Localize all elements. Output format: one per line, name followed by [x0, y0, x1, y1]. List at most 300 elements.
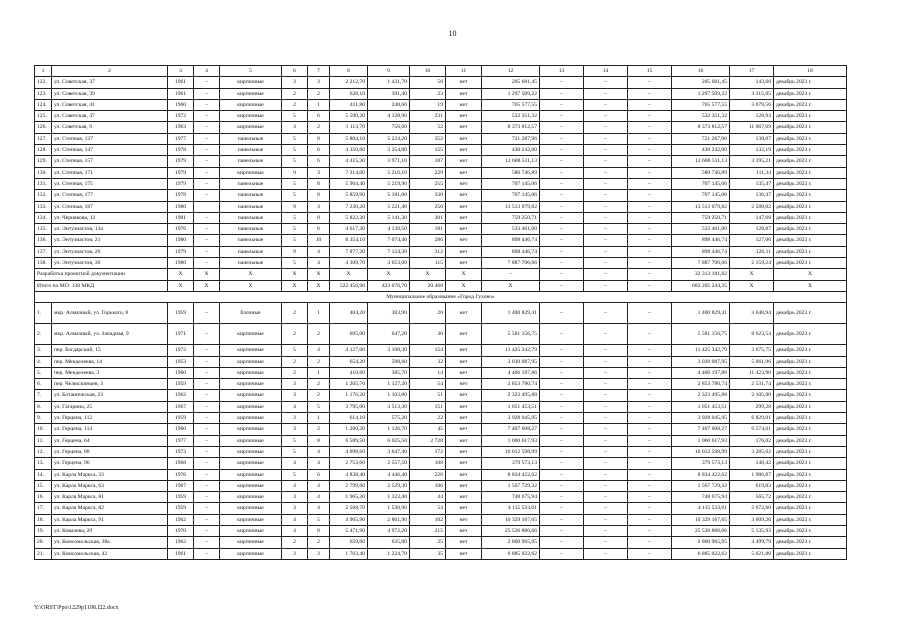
table-cell: 12 688 511,13: [482, 156, 540, 167]
table-cell: 1968: [168, 458, 194, 469]
table-cell: 330: [410, 190, 446, 201]
table-cell: 226: [410, 469, 446, 480]
table-cell: 127,00: [730, 235, 774, 246]
table-cell: 4: [308, 258, 330, 269]
table-cell: 3: [168, 66, 194, 77]
table-cell: 6: [308, 111, 330, 122]
table-row: [35, 235, 847, 246]
table-cell: нет: [446, 122, 482, 133]
table-cell: 5: [282, 212, 308, 223]
table-cell: 2 159,24: [730, 258, 774, 269]
table-cell: –: [584, 514, 628, 525]
table-cell: нет: [446, 212, 482, 223]
table-cell: кирпичные: [220, 458, 282, 469]
table-cell: 5 822,30: [330, 212, 368, 223]
table-cell: –: [584, 458, 628, 469]
table-row: [35, 246, 847, 257]
table-cell: 181: [410, 224, 446, 235]
table-cell: Муниципальное образование «Город Гухово»: [35, 291, 847, 302]
table-cell: –: [584, 280, 628, 291]
table-cell: 1 127,20: [368, 379, 410, 390]
table-cell: нет: [446, 258, 482, 269]
table-cell: 4 115 533,61: [672, 503, 730, 514]
table-row: [35, 424, 847, 435]
table-cell: 4 128,90: [368, 111, 410, 122]
table-cell: –: [540, 413, 584, 424]
table-cell: нет: [446, 435, 482, 446]
table-cell: 133.: [35, 201, 52, 212]
table-cell: –: [540, 269, 584, 280]
table-cell: X: [194, 280, 220, 291]
table-cell: 1959: [168, 379, 194, 390]
table-cell: –: [584, 178, 628, 189]
table-cell: –: [194, 401, 220, 412]
table-cell: 8 834 422,62: [672, 469, 730, 480]
table-cell: 9: [282, 246, 308, 257]
table-cell: –: [628, 178, 672, 189]
table-cell: 580 746,89: [672, 167, 730, 178]
table-cell: 383,90: [368, 303, 410, 324]
table-cell: 10 012 598,99: [672, 446, 730, 457]
table-cell: 19.: [35, 525, 52, 536]
table-cell: панельные: [220, 224, 282, 235]
table-cell: 721 287,96: [672, 133, 730, 144]
table-cell: 2: [308, 88, 330, 99]
table-cell: 125.: [35, 111, 52, 122]
table-cell: –: [584, 537, 628, 548]
table-cell: декабрь 2023 г.: [774, 133, 847, 144]
table-cell: –: [584, 111, 628, 122]
table-cell: 1 297 509,22: [672, 88, 730, 99]
table-cell: 12: [482, 66, 540, 77]
table-cell: 3: [308, 201, 330, 212]
table-cell: 4: [308, 503, 330, 514]
table-cell: 575,20: [368, 413, 410, 424]
table-cell: 3 928 045,95: [482, 413, 540, 424]
table-cell: 10 329 167,65: [672, 514, 730, 525]
table-cell: 5: [282, 224, 308, 235]
table-cell: панельные: [220, 156, 282, 167]
table-cell: кирпичные: [220, 324, 282, 345]
table-cell: 128.: [35, 145, 52, 156]
table-cell: 1 205,70: [330, 379, 368, 390]
table-cell: 2 212,70: [330, 77, 368, 88]
table-cell: нет: [446, 367, 482, 378]
table-cell: 5: [282, 235, 308, 246]
table-cell: –: [540, 424, 584, 435]
table-cell: 1 763,40: [330, 548, 368, 559]
table-cell: 299,28: [730, 401, 774, 412]
table-cell: 1: [308, 303, 330, 324]
table-cell: нет: [446, 235, 482, 246]
table-cell: –: [584, 390, 628, 401]
table-cell: нет: [446, 413, 482, 424]
table-cell: ул. Энтузиастов, 21: [52, 235, 168, 246]
table-cell: декабрь 2023 г.: [774, 258, 847, 269]
table-cell: 1 431,70: [368, 77, 410, 88]
table-cell: –: [194, 492, 220, 503]
table-cell: 1979: [168, 167, 194, 178]
table-cell: –: [540, 379, 584, 390]
table-cell: 683 205 244,35: [672, 280, 730, 291]
table-cell: 1961: [168, 548, 194, 559]
table-cell: 2 588,02: [730, 201, 774, 212]
table-cell: 2 531,74: [730, 379, 774, 390]
table-cell: 3 030 087,95: [672, 356, 730, 367]
table-cell: кирпичные: [220, 122, 282, 133]
table-cell: 1962: [168, 537, 194, 548]
table-cell: –: [540, 537, 584, 548]
table-cell: –: [540, 525, 584, 536]
table-cell: 533 461,00: [482, 224, 540, 235]
table-cell: –: [628, 190, 672, 201]
table-cell: 654,20: [330, 356, 368, 367]
table-cell: 11 425 342,79: [482, 345, 540, 356]
table-cell: –: [194, 111, 220, 122]
table-cell: –: [540, 469, 584, 480]
table-cell: панельные: [220, 178, 282, 189]
table-cell: блочные: [220, 303, 282, 324]
table-cell: –: [540, 111, 584, 122]
table-cell: –: [628, 303, 672, 324]
table-cell: –: [628, 401, 672, 412]
table-cell: 2: [282, 303, 308, 324]
table-cell: 2: [308, 356, 330, 367]
table-cell: –: [628, 503, 672, 514]
table-cell: 707 145,06: [482, 190, 540, 201]
table-cell: 1967: [168, 480, 194, 491]
table-cell: 2: [308, 537, 330, 548]
table-cell: 129.: [35, 156, 52, 167]
table-cell: 2: [308, 390, 330, 401]
table-cell: кирпичные: [220, 525, 282, 536]
table-cell: 1959: [168, 413, 194, 424]
table-cell: 11 067,69: [730, 122, 774, 133]
table-cell: –: [194, 458, 220, 469]
table-cell: 9: [282, 201, 308, 212]
table-cell: –: [584, 145, 628, 156]
table-cell: панельные: [220, 133, 282, 144]
table-cell: 6 025,50: [368, 435, 410, 446]
table-cell: 707 145,06: [482, 178, 540, 189]
table-cell: 6: [308, 156, 330, 167]
table-cell: кирпичные: [220, 99, 282, 110]
table-cell: 1973: [168, 446, 194, 457]
table-cell: 6: [282, 66, 308, 77]
table-cell: декабрь 2023 г.: [774, 548, 847, 559]
table-cell: –: [628, 133, 672, 144]
table-cell: 250: [410, 201, 446, 212]
table-cell: 20: [410, 303, 446, 324]
table-cell: 3 047,40: [368, 446, 410, 457]
table-cell: –: [584, 525, 628, 536]
table-cell: –: [584, 269, 628, 280]
table-cell: –: [628, 224, 672, 235]
table-cell: 128,87: [730, 224, 774, 235]
table-cell: нет: [446, 503, 482, 514]
table-cell: –: [628, 235, 672, 246]
table-cell: 19: [410, 99, 446, 110]
table-row: [35, 99, 847, 110]
table-cell: ул. Советская, 41: [52, 99, 168, 110]
table-cell: 1 051 453,51: [482, 401, 540, 412]
table-cell: 20 468: [410, 280, 446, 291]
table-cell: 1.: [35, 303, 52, 324]
table-row: [35, 201, 847, 212]
table-cell: ул. Герцена, 96: [52, 458, 168, 469]
table-cell: –: [194, 224, 220, 235]
table-cell: нет: [446, 379, 482, 390]
table-cell: 1959: [168, 303, 194, 324]
table-cell: 5: [282, 258, 308, 269]
table-row: [35, 156, 847, 167]
table-cell: X: [308, 280, 330, 291]
table-cell: ул. Герцена, 112: [52, 413, 168, 424]
table-cell: –: [540, 401, 584, 412]
table-cell: 1976: [168, 224, 194, 235]
table-cell: 154: [410, 345, 446, 356]
table-cell: 3 675,75: [730, 345, 774, 356]
table-cell: 4 415,30: [330, 156, 368, 167]
table-cell: –: [194, 178, 220, 189]
table-cell: 4.: [35, 356, 52, 367]
table-cell: 4: [194, 66, 220, 77]
table-cell: –: [194, 212, 220, 223]
table-cell: 4: [308, 446, 330, 457]
table-cell: декабрь 2023 г.: [774, 458, 847, 469]
table-cell: ул. Степная, 137: [52, 133, 168, 144]
table-cell: –: [628, 99, 672, 110]
table-cell: 1 060 617,93: [672, 435, 730, 446]
table-row: [35, 133, 847, 144]
table-cell: 756,60: [368, 122, 410, 133]
table-cell: декабрь 2023 г.: [774, 99, 847, 110]
table-cell: кирпичные: [220, 345, 282, 356]
table-cell: –: [584, 77, 628, 88]
table-cell: 4: [308, 246, 330, 257]
table-cell: 5 581 156,75: [672, 324, 730, 345]
table-cell: 1 051 453,51: [672, 401, 730, 412]
table-cell: декабрь 2023 г.: [774, 492, 847, 503]
table-cell: 13 513 079,82: [672, 201, 730, 212]
table-cell: –: [584, 424, 628, 435]
table-cell: –: [194, 514, 220, 525]
table-cell: –: [584, 99, 628, 110]
table-cell: 8 373 812,57: [482, 122, 540, 133]
table-cell: 1 060 617,93: [482, 435, 540, 446]
table-cell: декабрь 2023 г.: [774, 178, 847, 189]
table-cell: 3 971,10: [368, 156, 410, 167]
table-cell: 5: [282, 345, 308, 356]
table-cell: нет: [446, 133, 482, 144]
table-cell: 898 446,74: [482, 235, 540, 246]
table-cell: –: [540, 303, 584, 324]
table-cell: 5 216,10: [368, 167, 410, 178]
table-cell: –: [194, 167, 220, 178]
table-cell: 32: [410, 356, 446, 367]
table-cell: –: [628, 413, 672, 424]
table-cell: 5: [282, 469, 308, 480]
table-cell: 1 400 829,41: [482, 303, 540, 324]
table-cell: 108: [410, 458, 446, 469]
table-cell: 619,83: [730, 480, 774, 491]
table-cell: 151: [410, 401, 446, 412]
table-cell: 3 928 045,95: [672, 413, 730, 424]
table-cell: декабрь 2023 г.: [774, 514, 847, 525]
table-cell: 5: [282, 111, 308, 122]
table-cell: ул. Степная, 171: [52, 167, 168, 178]
table-cell: декабрь 2023 г.: [774, 413, 847, 424]
table-cell: 1980: [168, 201, 194, 212]
table-cell: 2: [308, 122, 330, 133]
table-cell: 25: [410, 537, 446, 548]
table-row: [35, 77, 847, 88]
table-cell: –: [628, 480, 672, 491]
table-cell: 3 609,20: [730, 514, 774, 525]
table-cell: –: [194, 424, 220, 435]
table-cell: –: [540, 514, 584, 525]
table-cell: –: [540, 190, 584, 201]
table-cell: 1 297 509,22: [482, 88, 540, 99]
table-cell: 4: [282, 525, 308, 536]
table-cell: 7 314,00: [330, 167, 368, 178]
table-cell: –: [584, 367, 628, 378]
table-cell: –: [584, 122, 628, 133]
table-cell: –: [628, 88, 672, 99]
table-cell: 4 965,90: [330, 514, 368, 525]
table-cell: –: [540, 133, 584, 144]
table-cell: X: [730, 269, 774, 280]
table-cell: 11: [446, 66, 482, 77]
table-row: [35, 145, 847, 156]
table-row: [35, 224, 847, 235]
table-cell: декабрь 2023 г.: [774, 167, 847, 178]
table-cell: 301: [410, 212, 446, 223]
table-cell: кирпичные: [220, 77, 282, 88]
table-cell: 4 127,00: [330, 345, 368, 356]
table-cell: ул. Степная, 187: [52, 201, 168, 212]
table-cell: 215: [410, 525, 446, 536]
table-cell: нет: [446, 525, 482, 536]
table-cell: 1981: [168, 212, 194, 223]
table-cell: 1 103,80: [368, 390, 410, 401]
table-cell: 1962: [168, 514, 194, 525]
table-cell: –: [628, 145, 672, 156]
table-cell: ул. Степная, 147: [52, 145, 168, 156]
table-cell: декабрь 2023 г.: [774, 88, 847, 99]
table-cell: 1: [35, 66, 52, 77]
table-cell: 16.: [35, 492, 52, 503]
table-cell: –: [628, 458, 672, 469]
table-cell: кирпичные: [220, 480, 282, 491]
table-cell: 3 315,05: [730, 88, 774, 99]
table-cell: 2: [52, 66, 168, 77]
table-cell: ул. Степная, 177: [52, 190, 168, 201]
table-cell: 1 113,70: [330, 122, 368, 133]
table-row: [35, 390, 847, 401]
table-cell: кирпичные: [220, 503, 282, 514]
table-cell: –: [540, 480, 584, 491]
table-cell: 4 499,79: [730, 537, 774, 548]
table-cell: панельные: [220, 145, 282, 156]
table-cell: 532 351,32: [672, 111, 730, 122]
table-cell: 3 285,62: [730, 446, 774, 457]
table-cell: 2 799,60: [330, 480, 368, 491]
table-cell: 10.: [35, 424, 52, 435]
table-cell: декабрь 2023 г.: [774, 379, 847, 390]
total-row: [35, 280, 847, 291]
table-cell: кирпичные: [220, 514, 282, 525]
table-cell: –: [540, 548, 584, 559]
table-cell: –: [628, 424, 672, 435]
table-cell: 138,07: [730, 133, 774, 144]
table-cell: –: [628, 111, 672, 122]
table-cell: 2 753,60: [330, 458, 368, 469]
table-cell: –: [194, 303, 220, 324]
table-row: [35, 413, 847, 424]
table-cell: 22: [410, 413, 446, 424]
table-cell: 51: [410, 390, 446, 401]
table-cell: –: [628, 122, 672, 133]
table-cell: –: [194, 156, 220, 167]
table-cell: 5: [282, 435, 308, 446]
table-cell: 580 746,89: [482, 167, 540, 178]
table-cell: 25 536 886,66: [482, 525, 540, 536]
table-cell: –: [584, 379, 628, 390]
table-cell: –: [194, 446, 220, 457]
table-cell: 205 681,45: [482, 77, 540, 88]
table-cell: X: [482, 280, 540, 291]
table-row: [35, 480, 847, 491]
table-cell: 3: [282, 390, 308, 401]
table-row: [35, 503, 847, 514]
table-cell: –: [540, 446, 584, 457]
table-cell: 2.: [35, 324, 52, 345]
table-cell: 12 688 511,13: [672, 156, 730, 167]
table-cell: декабрь 2023 г.: [774, 401, 847, 412]
table-cell: –: [584, 413, 628, 424]
table-cell: ул. Карла Маркса, 63: [52, 480, 168, 491]
table-cell: 647,20: [368, 324, 410, 345]
table-body: [35, 66, 847, 560]
table-cell: панельные: [220, 212, 282, 223]
table-cell: нет: [446, 224, 482, 235]
table-cell: –: [584, 503, 628, 514]
table-cell: 2 672,60: [730, 503, 774, 514]
table-cell: –: [540, 122, 584, 133]
table-cell: X: [446, 280, 482, 291]
table-cell: 1961: [168, 88, 194, 99]
table-cell: 1967: [168, 401, 194, 412]
table-cell: нет: [446, 145, 482, 156]
table-cell: 8: [308, 435, 330, 446]
table-cell: –: [628, 525, 672, 536]
table-row: [35, 258, 847, 269]
table-cell: 4 838,40: [330, 469, 368, 480]
table-cell: –: [194, 390, 220, 401]
table-cell: 5 219,90: [368, 178, 410, 189]
table-cell: декабрь 2023 г.: [774, 345, 847, 356]
table-cell: –: [482, 269, 540, 280]
table-cell: –: [584, 156, 628, 167]
table-cell: 379 573,13: [672, 458, 730, 469]
table-cell: –: [194, 469, 220, 480]
table-cell: –: [628, 269, 672, 280]
table-cell: ул. Карла Маркса, 91: [52, 514, 168, 525]
table-cell: –: [194, 77, 220, 88]
table-cell: 7.: [35, 390, 52, 401]
table-cell: 5: [282, 446, 308, 457]
